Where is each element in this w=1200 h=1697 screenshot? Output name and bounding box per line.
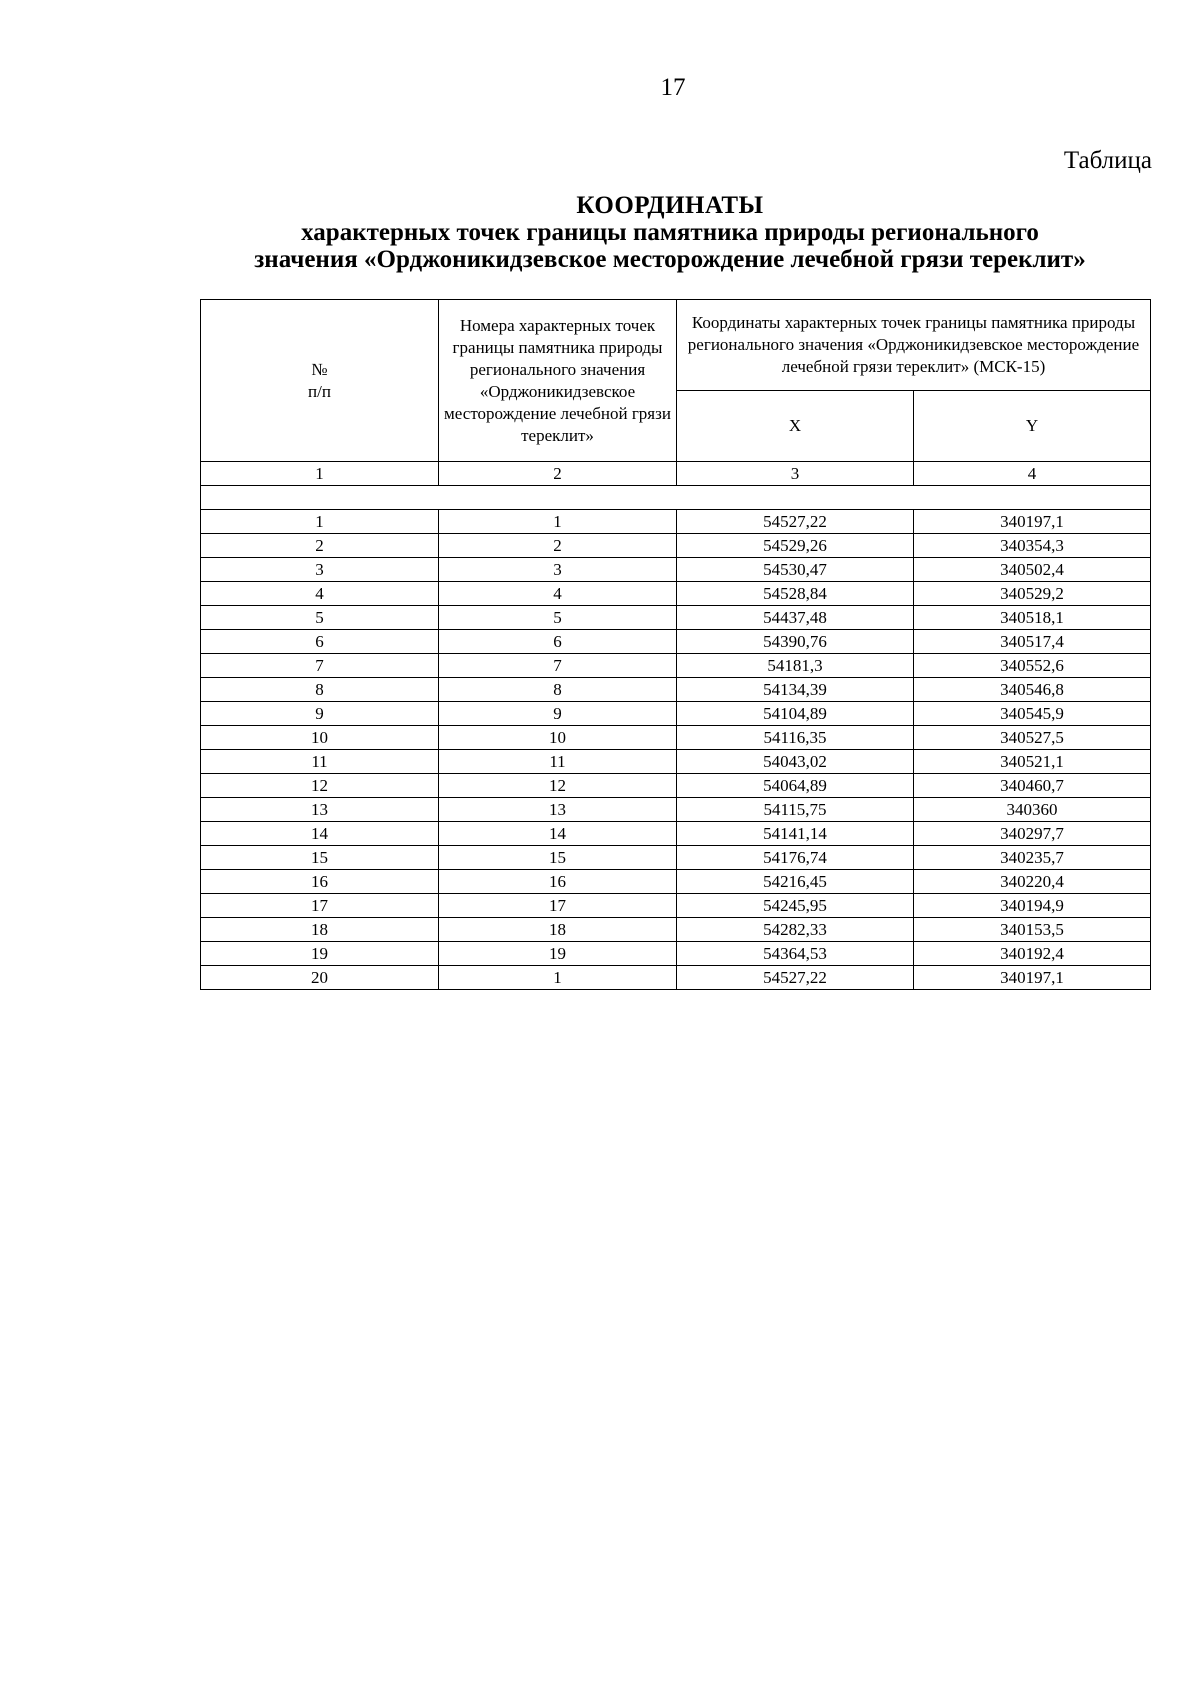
table-row [201, 846, 1151, 870]
cell-index: 13 [201, 798, 439, 822]
cell-point-number: 12 [439, 774, 677, 798]
cell-y: 340545,9 [914, 702, 1151, 726]
table-row [201, 942, 1151, 966]
cell-index: 20 [201, 966, 439, 990]
cell-point-number: 18 [439, 918, 677, 942]
table-label: Таблица [1063, 147, 1152, 174]
table-row [201, 510, 1151, 534]
cell-x: 54141,14 [677, 822, 914, 846]
cell-x: 54216,45 [677, 870, 914, 894]
cell-y: 340518,1 [914, 606, 1151, 630]
cell-index: 11 [201, 750, 439, 774]
header-num-line1: № [311, 359, 328, 379]
cell-index: 17 [201, 894, 439, 918]
cell-point-number: 3 [439, 558, 677, 582]
cell-y: 340360 [914, 798, 1151, 822]
cell-index: 2 [201, 534, 439, 558]
cell-x: 54181,3 [677, 654, 914, 678]
cell-y: 340297,7 [914, 822, 1151, 846]
cell-x: 54527,22 [677, 510, 914, 534]
cell-index: 16 [201, 870, 439, 894]
table-row [201, 534, 1151, 558]
page-number: 17 [660, 74, 686, 101]
cell-x: 54134,39 [677, 678, 914, 702]
cell-point-number: 16 [439, 870, 677, 894]
cell-point-number: 4 [439, 582, 677, 606]
cell-point-number: 7 [439, 654, 677, 678]
table-row [201, 702, 1151, 726]
header-points: Номера характерных точек границы памятника природы регионального значения «Орджоникидзевское месторождение лечебной грязи тереклит» [439, 300, 677, 462]
cell-y: 340552,6 [914, 654, 1151, 678]
cell-index: 1 [201, 510, 439, 534]
cell-index: 12 [201, 774, 439, 798]
coordinates-table [200, 299, 1151, 990]
cell-point-number: 13 [439, 798, 677, 822]
cell-index: 9 [201, 702, 439, 726]
column-numbers-row [201, 462, 1151, 486]
cell-x: 54043,02 [677, 750, 914, 774]
header-num-line2: п/п [308, 381, 331, 401]
cell-index: 14 [201, 822, 439, 846]
cell-x: 54176,74 [677, 846, 914, 870]
header-y: Y [914, 391, 1151, 462]
header-x: X [677, 391, 914, 462]
table-row [201, 558, 1151, 582]
title-line-1: характерных точек границы памятника природы регионального [301, 219, 1039, 246]
cell-y: 340194,9 [914, 894, 1151, 918]
cell-point-number: 8 [439, 678, 677, 702]
cell-y: 340153,5 [914, 918, 1151, 942]
cell-x: 54364,53 [677, 942, 914, 966]
column-number: 3 [677, 462, 914, 486]
cell-x: 54530,47 [677, 558, 914, 582]
cell-y: 340527,5 [914, 726, 1151, 750]
table-row [201, 630, 1151, 654]
cell-y: 340517,4 [914, 630, 1151, 654]
cell-point-number: 6 [439, 630, 677, 654]
cell-x: 54104,89 [677, 702, 914, 726]
cell-x: 54245,95 [677, 894, 914, 918]
table-row [201, 654, 1151, 678]
cell-point-number: 17 [439, 894, 677, 918]
empty-row [201, 486, 1151, 510]
header-row-1 [201, 300, 1151, 391]
table-row [201, 870, 1151, 894]
cell-x: 54390,76 [677, 630, 914, 654]
cell-point-number: 19 [439, 942, 677, 966]
title-main: КООРДИНАТЫ [576, 192, 764, 219]
cell-x: 54527,22 [677, 966, 914, 990]
cell-index: 4 [201, 582, 439, 606]
table-row [201, 822, 1151, 846]
cell-y: 340220,4 [914, 870, 1151, 894]
table-row [201, 894, 1151, 918]
cell-x: 54437,48 [677, 606, 914, 630]
table-row [201, 774, 1151, 798]
cell-point-number: 5 [439, 606, 677, 630]
column-number: 4 [914, 462, 1151, 486]
cell-y: 340192,4 [914, 942, 1151, 966]
title-line-2: значения «Орджоникидзевское месторождение лечебной грязи тереклит» [254, 246, 1086, 273]
cell-index: 7 [201, 654, 439, 678]
column-number: 1 [201, 462, 439, 486]
header-num [201, 300, 439, 462]
cell-x: 54115,75 [677, 798, 914, 822]
header-coords: Координаты характерных точек границы памятника природы регионального значения «Орджоникидзевское месторождение лечебной грязи тереклит» (МСК-15) [677, 300, 1151, 391]
cell-point-number: 1 [439, 966, 677, 990]
document-title [185, 193, 1155, 273]
cell-index: 3 [201, 558, 439, 582]
table-row [201, 582, 1151, 606]
cell-y: 340460,7 [914, 774, 1151, 798]
cell-x: 54282,33 [677, 918, 914, 942]
cell-y: 340502,4 [914, 558, 1151, 582]
cell-y: 340197,1 [914, 966, 1151, 990]
table-row [201, 726, 1151, 750]
column-number: 2 [439, 462, 677, 486]
cell-index: 10 [201, 726, 439, 750]
cell-x: 54116,35 [677, 726, 914, 750]
cell-y: 340354,3 [914, 534, 1151, 558]
cell-x: 54529,26 [677, 534, 914, 558]
cell-point-number: 10 [439, 726, 677, 750]
cell-point-number: 11 [439, 750, 677, 774]
cell-index: 6 [201, 630, 439, 654]
table-row [201, 678, 1151, 702]
table-body [201, 300, 1151, 990]
cell-x: 54064,89 [677, 774, 914, 798]
table-row [201, 750, 1151, 774]
cell-point-number: 1 [439, 510, 677, 534]
empty-cell [201, 486, 1151, 510]
table-row [201, 606, 1151, 630]
cell-point-number: 9 [439, 702, 677, 726]
table-row [201, 966, 1151, 990]
cell-index: 5 [201, 606, 439, 630]
cell-y: 340197,1 [914, 510, 1151, 534]
cell-index: 8 [201, 678, 439, 702]
cell-index: 15 [201, 846, 439, 870]
cell-y: 340529,2 [914, 582, 1151, 606]
cell-point-number: 15 [439, 846, 677, 870]
cell-index: 19 [201, 942, 439, 966]
cell-point-number: 2 [439, 534, 677, 558]
cell-point-number: 14 [439, 822, 677, 846]
table-row [201, 798, 1151, 822]
cell-index: 18 [201, 918, 439, 942]
cell-y: 340546,8 [914, 678, 1151, 702]
cell-x: 54528,84 [677, 582, 914, 606]
cell-y: 340521,1 [914, 750, 1151, 774]
table-row [201, 918, 1151, 942]
cell-y: 340235,7 [914, 846, 1151, 870]
